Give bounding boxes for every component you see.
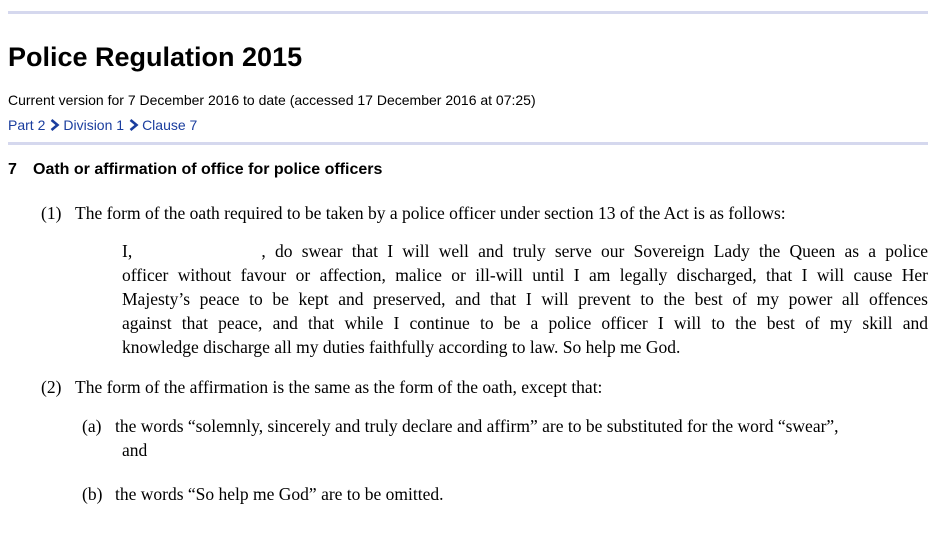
breadcrumb-division-1[interactable]: Division 1	[63, 117, 125, 133]
paragraph-b-text: the words “So help me God” are to be omitted.	[115, 484, 444, 504]
subclause-1-label: (1)	[41, 203, 62, 223]
oath-line: knowledge discharge all my duties faithfully according to law. So help me God.	[122, 337, 681, 357]
oath-line: against that peace, and that while I continue to be a police officer I will to the best of my skill and	[122, 313, 928, 333]
subclause-1	[41, 201, 786, 225]
subclause-1-text: The form of the oath required to be taken by a police officer under section 13 of the Act is as follows:	[75, 203, 786, 223]
chevron-right-icon	[49, 119, 60, 131]
breadcrumb-clause-7[interactable]: Clause 7	[142, 117, 198, 133]
subclause-2	[41, 375, 602, 399]
subclause-2-label: (2)	[41, 377, 62, 397]
paragraph-a-text: the words “solemnly, sincerely and truly declare and affirm” are to be substituted for the word “swear”,	[115, 416, 839, 436]
breadcrumb-part-2[interactable]: Part 2	[8, 117, 46, 133]
paragraph-b-label: (b)	[82, 484, 103, 504]
oath-line: officer without favour or affection, malice or ill-will until I am legally discharged, that I will cause Her	[122, 265, 928, 285]
paragraph-a-label: (a)	[82, 416, 102, 436]
top-divider	[8, 11, 928, 14]
paragraph-b	[82, 482, 928, 506]
version-note: Current version for 7 December 2016 to date (accessed 17 December 2016 at 07:25)	[8, 92, 536, 108]
paragraph-a	[82, 414, 928, 462]
section-heading-text: Oath or affirmation of office for police officers	[33, 161, 383, 178]
section-heading	[8, 159, 382, 181]
section-number: 7	[8, 161, 17, 178]
chevron-right-icon	[128, 119, 139, 131]
section-divider	[8, 142, 928, 145]
oath-text	[122, 239, 928, 359]
subclause-2-text: The form of the affirmation is the same as the form of the oath, except that:	[75, 377, 603, 397]
page-title: Police Regulation 2015	[8, 42, 303, 72]
oath-line: I, , do swear that I will well and truly serve our Sovereign Lady the Queen as a police	[122, 241, 928, 261]
breadcrumb	[8, 116, 197, 134]
paragraph-a-continuation: and	[122, 440, 148, 460]
oath-line: Majesty’s peace to be kept and preserved, and that I will prevent to the best of my power all offences	[122, 289, 928, 309]
